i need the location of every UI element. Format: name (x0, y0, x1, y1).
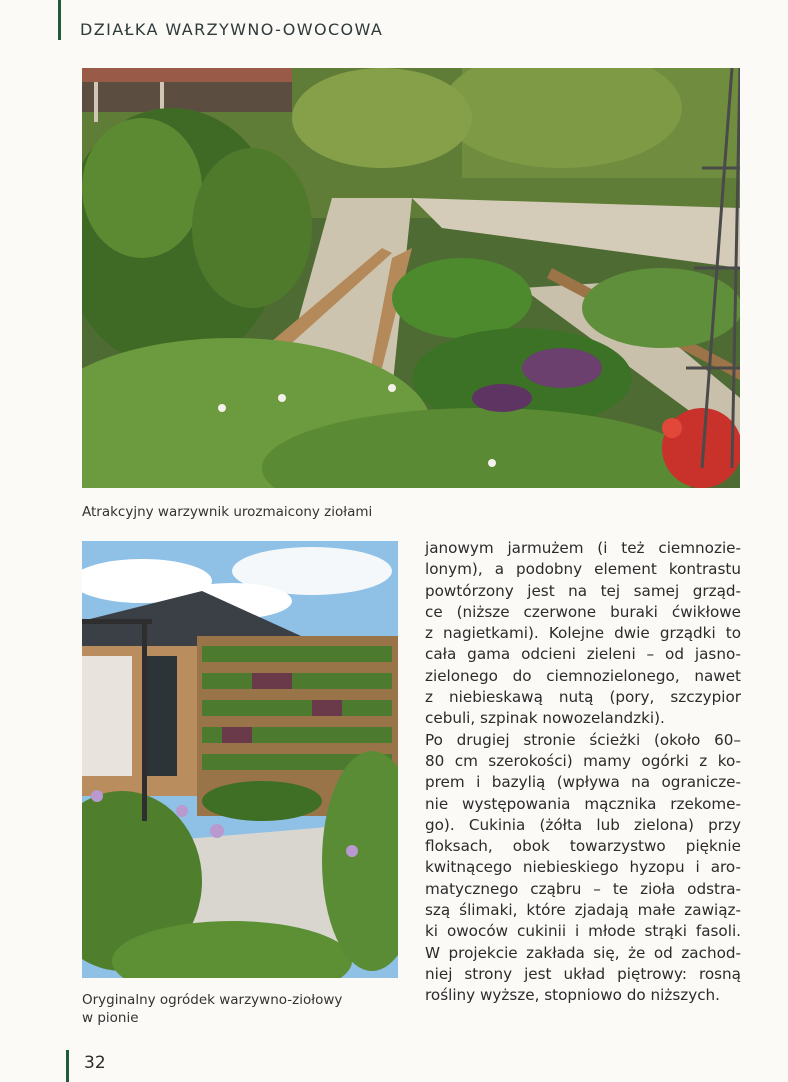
text-line: prem i bazylią (wpływa na ogranicze- (425, 773, 741, 792)
vertical-garden-photo (82, 541, 398, 978)
text-line: ki owoców cukinii i młode strąki fasoli. (425, 922, 741, 941)
text-line: z niebieskawą nutą (pory, szczypior (425, 688, 741, 707)
text-line: floksach, obok towarzystwo pięknie (425, 837, 741, 856)
page-marker-bar (66, 1050, 69, 1082)
text-line: cebuli, szpinak nowozelandzki). (425, 709, 665, 728)
article-body (425, 538, 741, 1007)
text-line: niej strony jest układ piętrowy: rosną (425, 964, 741, 983)
photo-caption: Atrakcyjny warzywnik urozmaicony ziołami (82, 504, 373, 520)
text-line: powtórzony jest na tej samej grząd- (425, 581, 741, 600)
section-marker-bar (58, 0, 61, 40)
text-line: rośliny wyższe, stopniowo do niższych. (425, 986, 720, 1005)
text-line: cała gama odcieni zieleni – od jasno- (425, 645, 741, 664)
text-line: go). Cukinia (żółta lub zielona) przy (425, 815, 741, 834)
text-line: szą ślimaki, które zjadają małe zawiąz- (425, 901, 741, 920)
text-line: matycznego cząbru – te zioła odstra- (425, 879, 741, 898)
text-line: z nagietkami). Kolejne dwie grządki to (425, 624, 741, 643)
text-line: nie występowania mącznika rzekome- (425, 794, 741, 813)
text-line: Po drugiej stronie ścieżki (około 60– (425, 730, 741, 749)
vegetable-garden-photo (82, 68, 740, 488)
caption-line: w pionie (82, 1010, 139, 1026)
text-line: ce (niższe czerwone buraki ćwikłowe (425, 602, 741, 621)
text-line: janowym jarmużem (i też ciemnozie- (425, 539, 741, 557)
section-title: DZIAŁKA WARZYWNO-OWOCOWA (80, 20, 384, 39)
text-line: zielonego do ciemnozielonego, nawet (425, 666, 741, 685)
caption-line: Oryginalny ogródek warzywno-ziołowy (82, 992, 343, 1008)
photo-caption (82, 991, 402, 1027)
text-line: kwitnącego niebieskiego hyzopu i aro- (425, 858, 741, 877)
text-line: 80 cm szerokości) mamy ogórki z ko- (425, 751, 741, 770)
page-number: 32 (84, 1053, 106, 1073)
text-line: lonym), a podobny element kontrastu (425, 560, 741, 579)
text-line: W projekcie zakłada się, że od zachod- (425, 943, 741, 962)
